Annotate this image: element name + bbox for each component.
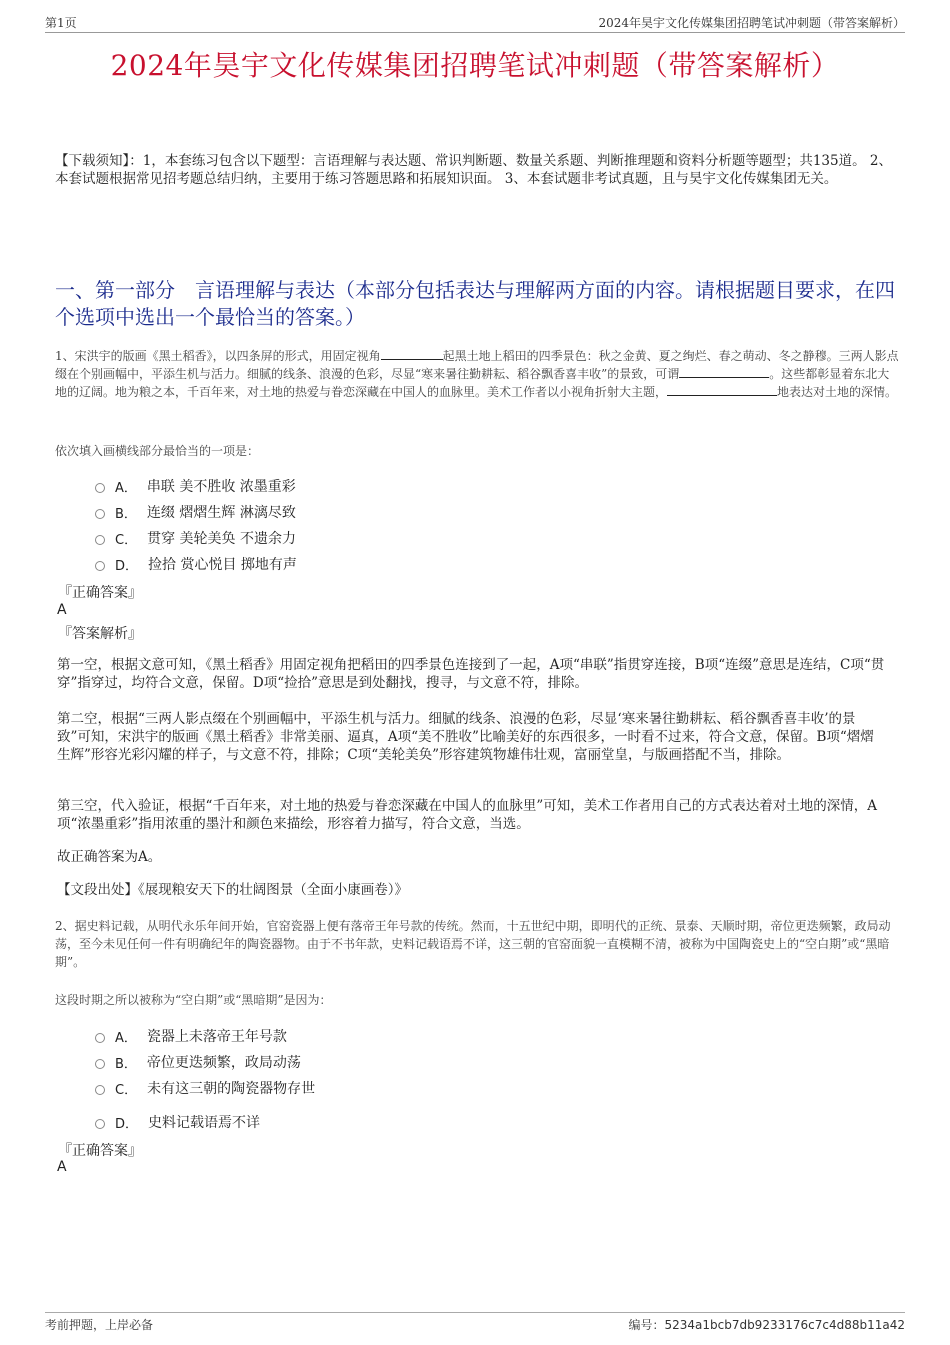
question-1-option-c[interactable]: C． 贯穿 美轮美奂 不遗余力 bbox=[95, 528, 296, 548]
radio-button[interactable] bbox=[95, 1119, 105, 1129]
analysis-paragraph-3: 第三空，代入验证，根据“千百年来，对土地的热爱与眷恋深藏在中国人的血脉里”可知，美术工作者用自己的方式表达着对土地的深情，A项“浓墨重彩”指用浓重的墨汁和颜色来描绘，形容着力描写，符合文意，当选。 bbox=[57, 798, 878, 832]
radio-button[interactable] bbox=[95, 483, 105, 493]
correct-answer-label: 『正确答案』 bbox=[58, 585, 142, 601]
question-2-option-d[interactable]: D． 史料记载语焉不详 bbox=[95, 1112, 260, 1132]
answer-blank-2 bbox=[679, 365, 769, 378]
analysis-paragraph-2: 第二空，根据“三两人影点缀在个别画幅中，平添生机与活力。细腻的线条、浪漫的色彩，尽显‘寒来暑往勤耕耘、稻谷飘香喜丰收’的景致”可知，宋洪宇的版画《黑土稻香》非常美丽、逼真，A项“美不胜收”比喻美好的东西很多，一时看不过来，符合文意，保留。B项“熠熠生辉”形容光彩闪耀的样子，与文意不符，排除；C项“美轮美奂”形容建筑物雄伟壮观，富丽堂皇，与版画搭配不当，排除。 bbox=[57, 711, 874, 763]
question-2-option-b[interactable]: B． 帝位更迭频繁，政局动荡 bbox=[95, 1052, 301, 1072]
question-1-prompt: 依次填入画横线部分最恰当的一项是： bbox=[55, 444, 260, 458]
footer-divider bbox=[45, 1312, 905, 1313]
radio-button[interactable] bbox=[95, 561, 105, 571]
analysis-label: 『答案解析』 bbox=[58, 626, 142, 642]
answer-blank-3 bbox=[667, 383, 777, 396]
document-title: 2024年昊宇文化传媒集团招聘笔试冲刺题（带答案解析） bbox=[110, 49, 840, 82]
question-2-option-a[interactable]: A． 瓷器上未落帝王年号款 bbox=[95, 1026, 287, 1046]
correct-answer: A bbox=[57, 1159, 67, 1175]
question-2-stem: 2、据史料记载，从明代永乐年间开始，官窑瓷器上便有落帝王年号款的传统。然而，十五世纪中期，即明代的正统、景泰、天顺时期，帝位更迭频繁，政局动荡，至今未见任何一件有明确纪年的陶瓷器物。由于不书年款，史料记载语焉不详，这三朝的官窑面貌一直模糊不清，被称为中国陶瓷史上的“空白期”或“黑暗期”。 bbox=[55, 919, 891, 969]
question-1-option-a[interactable]: A． 串联 美不胜收 浓墨重彩 bbox=[95, 476, 296, 496]
question-2-option-c[interactable]: C． 未有这三朝的陶瓷器物存世 bbox=[95, 1078, 315, 1098]
correct-answer-label: 『正确答案』 bbox=[58, 1143, 142, 1159]
answer-blank-1 bbox=[381, 347, 443, 360]
radio-button[interactable] bbox=[95, 1033, 105, 1043]
header-divider bbox=[45, 32, 905, 33]
question-1-option-d[interactable]: D． 捡拾 赏心悦目 掷地有声 bbox=[95, 554, 297, 574]
analysis-paragraph-1: 第一空，根据文意可知，《黑土稻香》用固定视角把稻田的四季景色连接到了一起，A项“串联”指贯穿连接，B项“连缀”意思是连结，C项“贯穿”指穿过，均符合文意，保留。D项“捡拾”意思是到处翻找，搜寻，与文意不符，排除。 bbox=[57, 657, 885, 691]
radio-button[interactable] bbox=[95, 1085, 105, 1095]
radio-button[interactable] bbox=[95, 1059, 105, 1069]
radio-button[interactable] bbox=[95, 535, 105, 545]
document-code: 编号：5234a1bcb7db9233176c7c4d88b11a42 bbox=[628, 1318, 905, 1332]
question-1-option-b[interactable]: B． 连缀 熠熠生辉 淋漓尽致 bbox=[95, 502, 296, 522]
header-title: 2024年昊宇文化传媒集团招聘笔试冲刺题（带答案解析） bbox=[598, 16, 905, 30]
footer-slogan: 考前押题，上岸必备 bbox=[45, 1318, 154, 1332]
radio-button[interactable] bbox=[95, 509, 105, 519]
section-heading: 一、第一部分 言语理解与表达（本部分包括表达与理解两方面的内容。请根据题目要求，在四个选项中选出一个最恰当的答案。） bbox=[55, 278, 895, 329]
question-1-stem: 1、宋洪宇的版画《黑土稻香》，以四条屏的形式，用固定视角 起黑土地上稻田的四季景色：秋之金黄、夏之绚烂、春之萌动、冬之静穆。三两人影点缀在个别画幅中，平添生机与活力。细腻的线条、浪漫的色彩，尽显“寒来暑往勤耕耘、稻谷飘香喜丰收”的景致，可谓 。这些都彰显着东北大地的辽阔。地为粮之本，千百年来，对土地的热爱与眷恋深藏在中国人的血脉里。美术工作者以小视角折射大主题， 地表达对土地的深情。 bbox=[55, 349, 899, 399]
page-number: 第1页 bbox=[45, 16, 77, 30]
passage-source: 【文段出处】《展现粮安天下的壮阔图景（全面小康画卷）》 bbox=[57, 882, 408, 898]
analysis-conclusion: 故正确答案为A。 bbox=[57, 849, 162, 865]
correct-answer: A bbox=[57, 602, 67, 618]
download-notice: 【下载须知】：1，本套练习包含以下题型：言语理解与表达题、常识判断题、数量关系题、判断推理题和资料分析题等题型；共135道。 2、本套试题根据常见招考题总结归纳，主要用于练习答题思路和拓展知识面。 3、本套试题非考试真题，且与昊宇文化传媒集团无关。 bbox=[55, 153, 892, 187]
question-2-prompt: 这段时期之所以被称为“空白期”或“黑暗期”是因为： bbox=[55, 993, 332, 1007]
